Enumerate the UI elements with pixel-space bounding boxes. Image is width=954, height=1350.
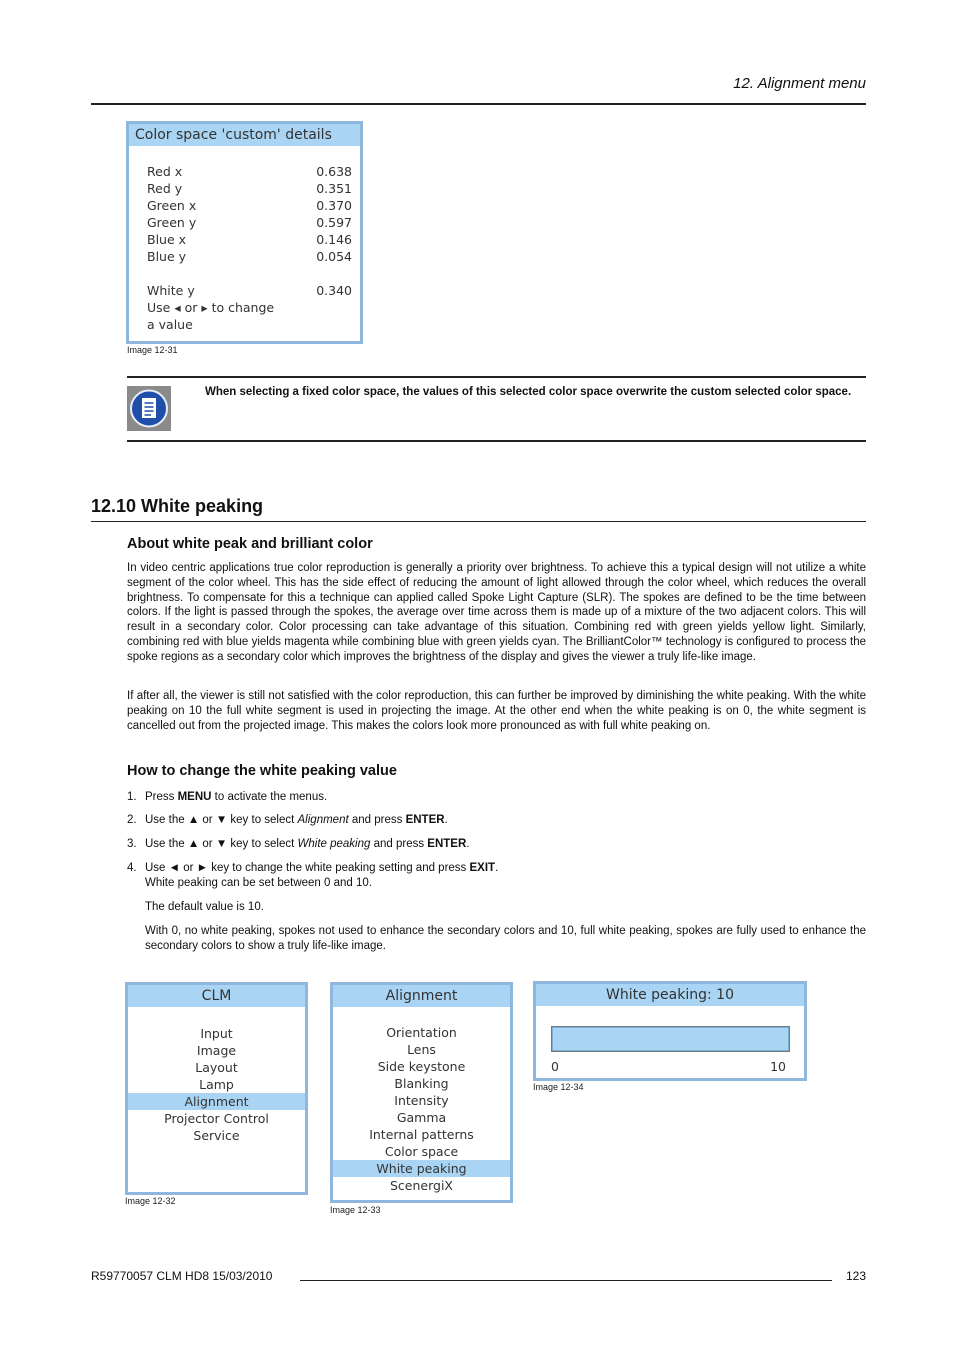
slider-track xyxy=(551,1026,790,1052)
alignment-menu-list xyxy=(333,1024,510,1194)
slider-max-label: 10 xyxy=(770,1059,786,1074)
row-green-x: Green x 0.370 xyxy=(147,198,352,213)
menu-title: Color space 'custom' details xyxy=(129,124,360,146)
about-paragraph-1: In video centric applications true color reproduction is generally a priority over brightness. To achieve this a typical design will not utilize a white segment of the color wheel. This has the side effect of reducing the amount of light allowed through the color wheel, which reduces the overall brightness. To compensate for this a technique can applied called Spoke Light Capture (SLR). The spokes are defined to be the time between colors. If the light is passed through the spokes, the average over time across them is made up of a mixture of the two adjacent colors. This will result in a secondary color. Color processing can take advantage of this situation. Combining red with green yields yellow light. Similarly, combining red with blue yields magenta while combining blue with green yields cyan. The BrilliantColor™ technology is configured to process the spoke regions as a secondary color which improves the brightness of the display and gives the viewer a truly life-like image. xyxy=(127,562,866,663)
note-rule-bottom xyxy=(127,440,866,442)
menu-item: Orientation xyxy=(386,1025,457,1040)
menu-item: Internal patterns xyxy=(369,1127,474,1142)
page-number: 123 xyxy=(845,1269,866,1283)
row-blue-x: Blue x 0.146 xyxy=(147,232,352,247)
running-header: 12. Alignment menu xyxy=(733,75,866,92)
menu-item: Alignment xyxy=(128,1093,305,1110)
footer-doc-id: R59770057 CLM HD8 15/03/2010 xyxy=(91,1269,273,1283)
alignment-menu xyxy=(330,982,513,1203)
clm-menu xyxy=(125,982,308,1195)
howto-heading: How to change the white peaking value xyxy=(127,763,397,779)
menu-title: CLM xyxy=(128,985,305,1007)
caption-12-34: Image 12-34 xyxy=(533,1082,584,1092)
row-red-x: Red x 0.638 xyxy=(147,164,352,179)
row-green-y: Green y 0.597 xyxy=(147,215,352,230)
menu-item: Layout xyxy=(195,1060,238,1075)
menu-title: White peaking: 10 xyxy=(536,984,804,1006)
about-heading: About white peak and brilliant color xyxy=(127,536,373,552)
row-white-y: White y 0.340 xyxy=(147,283,352,298)
clm-menu-list xyxy=(128,1025,305,1144)
menu-item: Input xyxy=(200,1026,233,1041)
row-red-y: Red y 0.351 xyxy=(147,181,352,196)
footer-rule xyxy=(300,1280,832,1281)
about-paragraph-2: If after all, the viewer is still not satisfied with the color reproduction, this can further be improved by diminishing the white peaking. With the white peaking on 10 the full white segment is used in projecting the image. At the other end when the white peaking is on 0, the white segment is cancelled out from the projected image. This makes the colors look more pronounced as with full white peaking on. xyxy=(127,690,866,732)
menu-item: Lens xyxy=(407,1042,436,1057)
note-document-icon xyxy=(127,386,171,431)
hint-line-2: a value xyxy=(147,317,193,332)
hint-line-1: Use ◂ or ▸ to change xyxy=(147,300,275,315)
header-rule xyxy=(91,103,866,105)
menu-item: Projector Control xyxy=(164,1111,269,1126)
menu-item: Gamma xyxy=(396,1110,447,1125)
note-rule-top xyxy=(127,376,866,378)
slider-fill xyxy=(552,1027,789,1051)
menu-item: Intensity xyxy=(394,1093,449,1108)
note-text: When selecting a fixed color space, the values of this selected color space overwrite the custom selected color space. xyxy=(205,386,852,398)
menu-item: Color space xyxy=(384,1144,459,1159)
menu-item: Image xyxy=(196,1043,237,1058)
color-space-custom-menu xyxy=(126,121,363,344)
menu-item: Lamp xyxy=(199,1077,234,1092)
caption-12-32: Image 12-32 xyxy=(125,1196,176,1206)
caption-12-33: Image 12-33 xyxy=(330,1205,381,1215)
slider-min-label: 0 xyxy=(551,1059,559,1074)
menu-item: Blanking xyxy=(394,1076,449,1091)
menu-item: Side keystone xyxy=(377,1059,466,1074)
menu-title: Alignment xyxy=(333,985,510,1007)
section-rule xyxy=(91,521,866,522)
caption-12-31: Image 12-31 xyxy=(127,345,178,355)
menu-item: White peaking xyxy=(333,1160,510,1177)
menu-item: Service xyxy=(193,1128,240,1143)
menu-item: ScenergiX xyxy=(389,1178,453,1193)
white-peaking-menu xyxy=(533,981,807,1081)
row-blue-y: Blue y 0.054 xyxy=(147,249,352,264)
section-title: 12.10 White peaking xyxy=(91,496,264,516)
